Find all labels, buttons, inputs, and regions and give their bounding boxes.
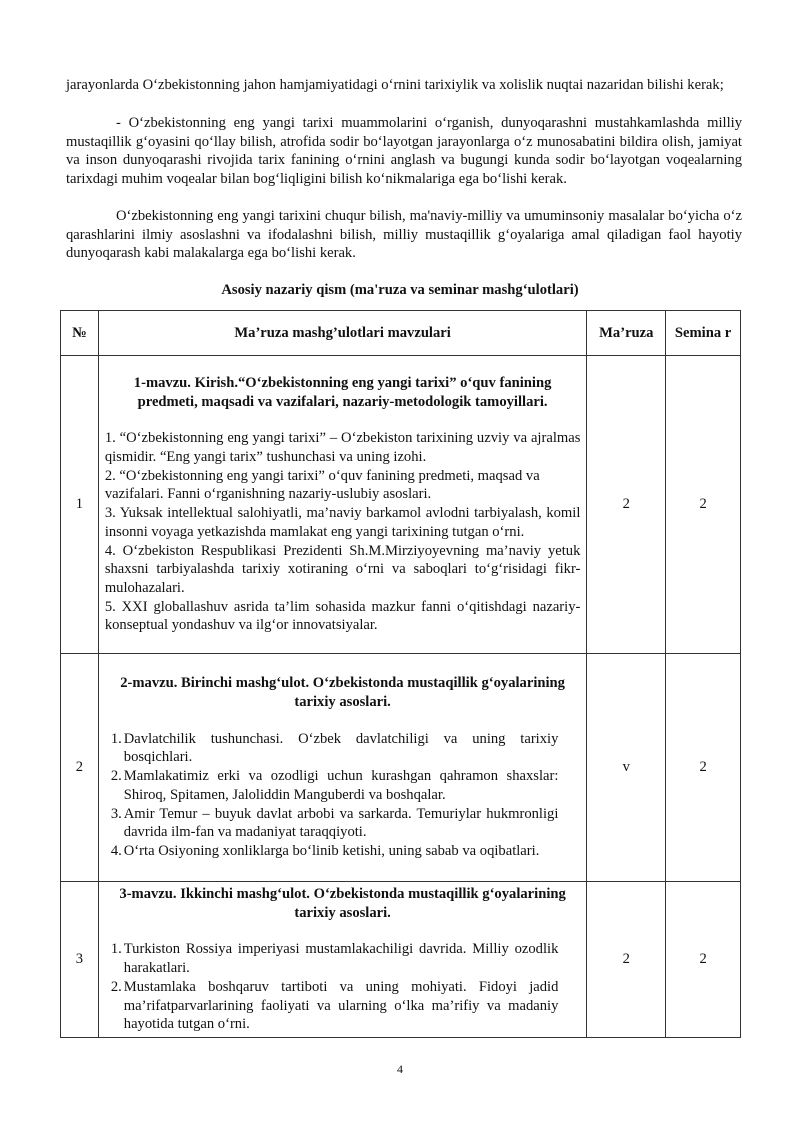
- lecture-hours: 2: [587, 356, 666, 654]
- topic-item: 2. Mamlakatimiz erki va ozodligi uchun kurashgan qahramon shaxslar: Shiroq, Spitamen, Jaloliddin Manguberdi va boshqalar.: [110, 768, 559, 803]
- topic-item: 2. Mustamlaka boshqaruv tartiboti va uning mohiyati. Fidoyi jadid ma’rifatparvarlarining faoliyati va ularning o‘lka ma’rifiy va madaniy hayotida tutgan o‘rni.: [110, 978, 559, 1033]
- header-topics: Ma’ruza mashg’ulotlari mavzulari: [98, 311, 587, 356]
- topic-item: 5. XXI globallashuv asrida ta’lim sohasida mazkur fanni o‘qitishdagi nazariy-konseptual yondashuv va ilg‘or innovatsiyalar.: [104, 598, 581, 634]
- topic-item: 4. O‘rta Osiyoning xonliklarga bo‘linib ketishi, uning sabab va oqibatlari.: [110, 842, 540, 859]
- seminar-hours: 2: [666, 654, 741, 882]
- intro-paragraph-continuation: jarayonlarda O‘zbekistonning jahon hamjamiyatidagi o‘rnini tarixiylik va xolislik nuqtai nazaridan bilishi kerak;: [66, 77, 724, 93]
- row-number: 3: [61, 882, 99, 1038]
- table-row: [61, 654, 741, 882]
- topic-item: 3. Amir Temur – buyuk davlat arbobi va sarkarda. Temuriylar hukmronligi davrida ilm-fan va madaniyat taraqqiyoti.: [110, 805, 559, 841]
- row-number: 1: [61, 356, 99, 654]
- header-number: №: [61, 311, 99, 356]
- lecture-hours: 2: [587, 882, 666, 1038]
- topic-cell: [98, 882, 587, 1038]
- intro-paragraph-competencies: O‘zbekistonning eng yangi tarixini chuqur bilish, ma'naviy-milliy va umuminsoniy masalalar bo‘yicha o‘z qarashlarini ilmiy asoslashni va ifodalashni bilish, milliy mustaqillik g‘oyalariga amal qiladigan faol hayotiy dunyoqarash kabi malakalarga ega bo‘lishi kerak.: [66, 208, 742, 262]
- topic-cell: [98, 356, 587, 654]
- topic-item: 2. “O‘zbekistonning eng yangi tarixi” o‘quv fanining predmeti, maqsad va: [104, 467, 540, 484]
- topic-item: 3. Yuksak intellektual salohiyatli, ma’naviy barkamol avlodni tarbiyalash, komil insonni voyaga yetkazishda mamlakat eng yangi tarixining tutgan o‘rni.: [104, 505, 581, 540]
- topic-item: 1. “O‘zbekistonning eng yangi tarixi” – O‘zbekiston tarixining uzviy va ajralmas qismidir. “Eng yangi tarix” tushunchasi va uning izohi.: [104, 430, 581, 466]
- topics-table: [60, 310, 741, 1038]
- topic-item: 1. Turkiston Rossiya imperiyasi mustamlakachiligi davrida. Milliy ozodlik harakatlari.: [110, 941, 559, 977]
- table-row: [61, 882, 741, 1038]
- topic-cell: [98, 654, 587, 882]
- topic-item: 4. O‘zbekiston Respublikasi Prezidenti Sh.M.Mirziyoyevning ma’naviy yetuk shaxsni tarbiyalashda tarixiy xotiraning o‘rni va saboqlari to‘g‘risidagi fikr-mulohazalari.: [104, 542, 581, 596]
- section-heading: Asosiy nazariy qism (ma'ruza va seminar mashg‘ulotlari): [221, 282, 579, 298]
- topic-title: 1-mavzu. Kirish.“O‘zbekistonning eng yangi tarixi” o‘quv fanining predmeti, maqsadi va vazifalari, nazariy-metodologik tamoyillari.: [133, 374, 552, 410]
- seminar-hours: 2: [666, 356, 741, 654]
- topic-item: 1. Davlatchilik tushunchasi. O‘zbek davlatchiligi va uning tarixiy bosqichlari.: [110, 730, 559, 766]
- header-lecture: Ma’ruza: [587, 311, 666, 356]
- topic-item: vazifalari. Fanni o‘rganishning nazariy-uslubiy asoslari.: [104, 486, 432, 503]
- topic-title: 2-mavzu. Birinchi mashg‘ulot. O‘zbekistonda mustaqillik g‘oyalarining tarixiy asoslari.: [120, 675, 565, 711]
- page-number: 4: [397, 1062, 403, 1076]
- row-number: 2: [61, 654, 99, 882]
- topic-title: 3-mavzu. Ikkinchi mashg‘ulot. O‘zbekistonda mustaqillik g‘oyalarining tarixiy asoslari.: [119, 886, 566, 921]
- header-seminar: Semina r: [666, 311, 741, 356]
- lecture-hours: v: [587, 654, 666, 882]
- table-row: [61, 356, 741, 654]
- table-header-row: [61, 311, 741, 356]
- intro-paragraph-skills: - O‘zbekistonning eng yangi tarixi muammolarini o‘rganish, dunyoqarashni mustahkamlashda milliy mustaqillik g‘oyasini qo‘llay bilish, atrofida sodir bo‘layotgan jarayonlarga o‘z munosabatini bildira olish, jamiyat va inson dunyoqarashi rivojida tarix fanining o‘rnini anglash va bugungi kunda sodir bo‘layotgan voqealarning tarixdagi muhim voqealar bilan bog‘liqligini bilish ko‘nikmalariga ega bo‘lishi kerak.: [66, 115, 742, 188]
- seminar-hours: 2: [666, 882, 741, 1038]
